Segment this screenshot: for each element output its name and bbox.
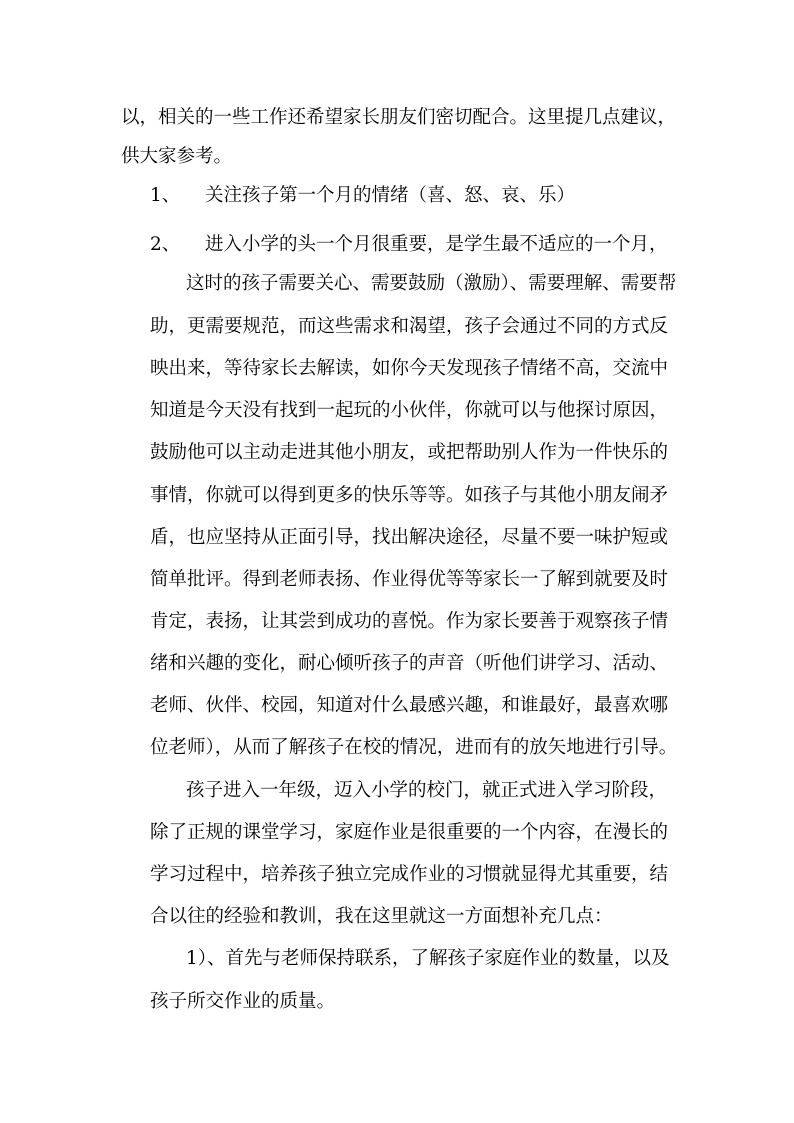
text-line: 映出来，等待家长去解读，如你今天发现孩子情绪不高，交流中 (150, 358, 669, 379)
text-line: 学习过程中，培养孩子独立完成作业的习惯就显得尤其重要，结 (150, 864, 669, 885)
text-line: 绪和兴趣的变化，耐心倾听孩子的声音（听他们讲学习、活动、 (150, 653, 669, 674)
text-line: 以，相关的一些工作还希望家长朋友们密切配合。这里提几点建议， (121, 107, 677, 128)
text-line: 除了正规的课堂学习，家庭作业是很重要的一个内容，在漫长的 (150, 822, 669, 843)
list-number: 1、 (150, 185, 181, 206)
text-line: 合以往的经验和教训，我在这里就这一方面想补充几点： (150, 906, 613, 927)
text-line: 供大家参考。 (121, 146, 233, 167)
list-item-text: 进入小学的头一个月很重要，是学生最不适应的一个月， (205, 234, 668, 255)
text-line: 孩子进入一年级，迈入小学的校门，就正式进入学习阶段， (186, 780, 668, 801)
text-line: 助，更需要规范，而这些需求和渴望，孩子会通过不同的方式反 (150, 316, 669, 337)
text-line: 1）、首先与老师保持联系，了解孩子家庭作业的数量，以及 (186, 948, 670, 969)
text-line: 孩子所交作业的质量。 (150, 991, 336, 1012)
text-line: 事情，你就可以得到更多的快乐等等。如孩子与其他小朋友闹矛 (150, 485, 669, 506)
text-line: 这时的孩子需要关心、需要鼓励（激励）、需要理解、需要帮 (186, 273, 677, 294)
text-line: 位老师），从而了解孩子在校的情况，进而有的放矢地进行引导。 (150, 737, 678, 758)
text-line: 知道是今天没有找到一起玩的小伙伴，你就可以与他探讨原因， (150, 400, 669, 421)
list-item-text: 关注孩子第一个月的情绪（喜、怒、哀、乐） (205, 185, 576, 206)
text-line: 简单批评。得到老师表扬、作业得优等等家长一了解到就要及时 (150, 569, 669, 590)
text-line: 鼓励他可以主动走进其他小朋友，或把帮助别人作为一件快乐的 (150, 442, 669, 463)
list-number: 2、 (150, 234, 181, 255)
text-line: 肯定，表扬，让其尝到成功的喜悦。作为家长要善于观察孩子情 (150, 611, 669, 632)
text-line: 老师、伙伴、校园，知道对什么最感兴趣，和谁最好，最喜欢哪 (150, 695, 669, 716)
text-line: 盾，也应坚持从正面引导，找出解决途径，尽量不要一味护短或 (150, 527, 669, 548)
